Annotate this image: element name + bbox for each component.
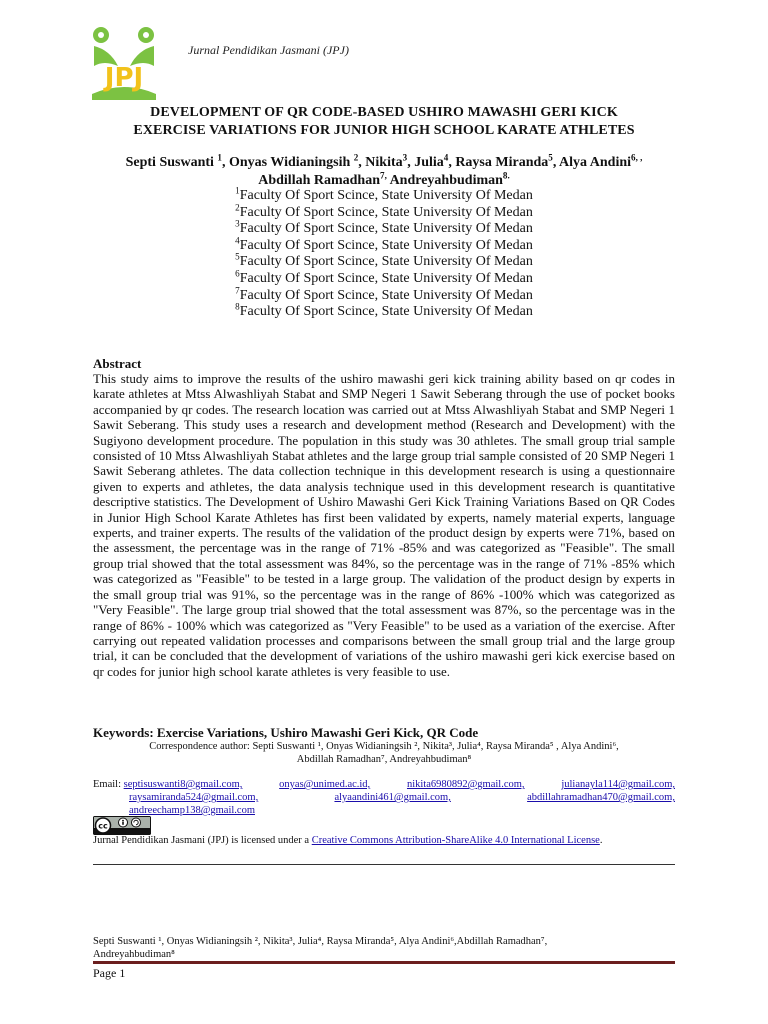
correspondence-line-1: Correspondence author: Septi Suswanti ¹, Onyas Widianingsih ², Nikita³, Julia⁴, Raysa Miranda⁵ , Alya Andini⁶, [149,741,619,752]
author-sup: 8. [502,170,510,181]
author-sup: 3 [402,152,408,163]
author-sup: 5 [548,152,553,163]
affiliation: $^5$Faculty Of Sport Scince, State University Of Medan [235,251,533,270]
email-link[interactable]: alyaandini461@gmail.com, [334,792,451,803]
author-sup: 4 [443,152,449,163]
author-name: , Onyas Widianingsih [221,155,354,170]
affiliation: $^3$Faculty Of Sport Scince, State University Of Medan [235,218,533,237]
title-line-1: DEVELOPMENT OF QR CODE-BASED USHIRO MAWASHI GERI KICK [150,105,618,120]
affiliation: $^8$Faculty Of Sport Scince, State University Of Medan [235,301,533,320]
author-sup: 6, , [631,152,643,163]
author-name: , Alya Andini [552,155,632,170]
email-label: Email: [93,779,121,790]
license-statement [93,835,602,846]
email-link[interactable]: raysamiranda524@gmail.com, [129,792,259,803]
affiliation-list [93,185,675,321]
footer-author-list [93,935,675,961]
paper-title [93,104,675,140]
correspondence-line-2: Abdillah Ramadhan⁷, Andreyahbudiman⁸ [296,754,472,765]
author-name: Andreyahbudiman [386,173,503,188]
license-prefix: Jurnal Pendidikan Jasmani (JPJ) is licensed under a [93,835,312,846]
keywords: Keywords: Exercise Variations, Ushiro Mawashi Geri Kick, QR Code [93,725,479,740]
email-row-3 [93,804,675,817]
logo-text: JPJ [104,63,144,93]
author-name: Septi Suswanti [125,155,218,170]
author-sup: 1 [217,152,222,163]
email-link[interactable]: septisuswanti8@gmail.com, [123,779,243,790]
footer-rule [93,961,675,964]
svg-text:cc: cc [98,821,108,831]
email-block [93,778,675,817]
title-line-2: EXERCISE VARIATIONS FOR JUNIOR HIGH SCHOOL KARATE ATHLETES [133,123,635,138]
affiliation: $^2$Faculty Of Sport Scince, State University Of Medan [235,201,533,220]
email-link[interactable]: andreechamp138@gmail.com [129,805,255,816]
cc-license-badge-icon[interactable] [93,816,151,835]
journal-name: Jurnal Pendidikan Jasmani (JPJ) [188,43,349,57]
email-row-1 [93,778,675,791]
footer-authors-line-1: Septi Suswanti ¹, Onyas Widianingsih ², Nikita³, Julia⁴, Raysa Miranda⁵, Alya Andini⁶,Abdillah Ramadhan⁷, [93,936,548,947]
page-number: Page 1 [93,966,126,980]
affiliation: $^7$Faculty Of Sport Scince, State University Of Medan [235,284,533,303]
footer-divider [93,864,675,865]
affiliation: $^1$Faculty Of Sport Scince, State University Of Medan [235,185,533,203]
email-row-2 [93,791,675,804]
author-name: , Nikita [358,155,403,170]
journal-logo [90,26,158,102]
email-link[interactable]: julianayla114@gmail.com, [561,779,675,790]
author-line-1 [93,154,675,172]
author-sup: 2 [353,152,359,163]
affiliation: $^6$Faculty Of Sport Scince, State University Of Medan [235,268,533,286]
affiliation: $^4$Faculty Of Sport Scince, State University Of Medan [235,235,533,253]
author-name: , Raysa Miranda [448,155,549,170]
abstract-body: This study aims to improve the results of the ushiro mawashi geri kick training ability based on qr codes in karate athletes at Mtss Alwashliyah Stabat and SMP Negeri 1 Sawit Seberang through the use of pocket books accompanied by qr codes. The research location was carried out at Mtss Alwashliyah Stabat and SMP Negeri 1 Sawit Seberang. This study uses a research and development method (Research and Development) with the Sugiyono development procedure. The population in this study was 30 athletes. The small group trial sample consisted of 10 Mtss Alwashliyah Stabat athletes and the large group trial sample consisted of 20 SMP Negeri 1 Sawit Seberang athletes. The data collection technique in this development research is using a questionnaire given to experts and athletes, the data analysis technique used in this development research is quantitative descriptive statistics. The Development of Ushiro Mawashi Geri Kick Training Variations Based on QR Codes in Junior High School Karate Athletes has first been validated by experts, namely material experts, language experts, and trainer experts. The results of the validation of the product design by experts were 71%, based on the assessment, the percentage was in the range of 71% -85% and was categorized as "Feasible". The small group trial showed that the total assessment was 84%, so the percentage was in the range of 71% -85% which was categorized as "Feasible" to be tested in a large group. The validation of the product design by experts in the small group trial was 91%, so the percentage was in the range of 86% -100% which was categorized as "Very Feasible". The large group trial showed that the total assessment was 87%, so the percentage was in the range of 86% - 100% which was categorized as "Very Feasible" to be used as a variation of the exercise. After carrying out repeated validation processes and comparisons between the small group trial and the large group trial, it can be concluded that the development of variations of the ushiro mawashi geri kick exercise based on qr codes for junior high school karate athletes is very feasible to use. [93,371,675,679]
footer-authors-line-2: Andreyahbudiman⁸ [93,949,175,960]
license-suffix: . [599,835,603,846]
license-link[interactable]: Creative Commons Attribution-ShareAlike 4.0 International License [311,835,600,846]
author-list [93,154,675,190]
author-name: Abdillah Ramadhan [258,173,381,188]
abstract-heading: Abstract [93,356,142,371]
correspondence-author [93,740,675,766]
email-link[interactable]: nikita6980892@gmail.com, [406,779,525,790]
author-name: , Julia [407,155,444,170]
email-link[interactable]: abdillahramadhan470@gmail.com, [527,792,675,803]
author-sup: 7, [380,170,387,181]
email-link[interactable]: onyas@unimed.ac.id, [279,779,371,790]
